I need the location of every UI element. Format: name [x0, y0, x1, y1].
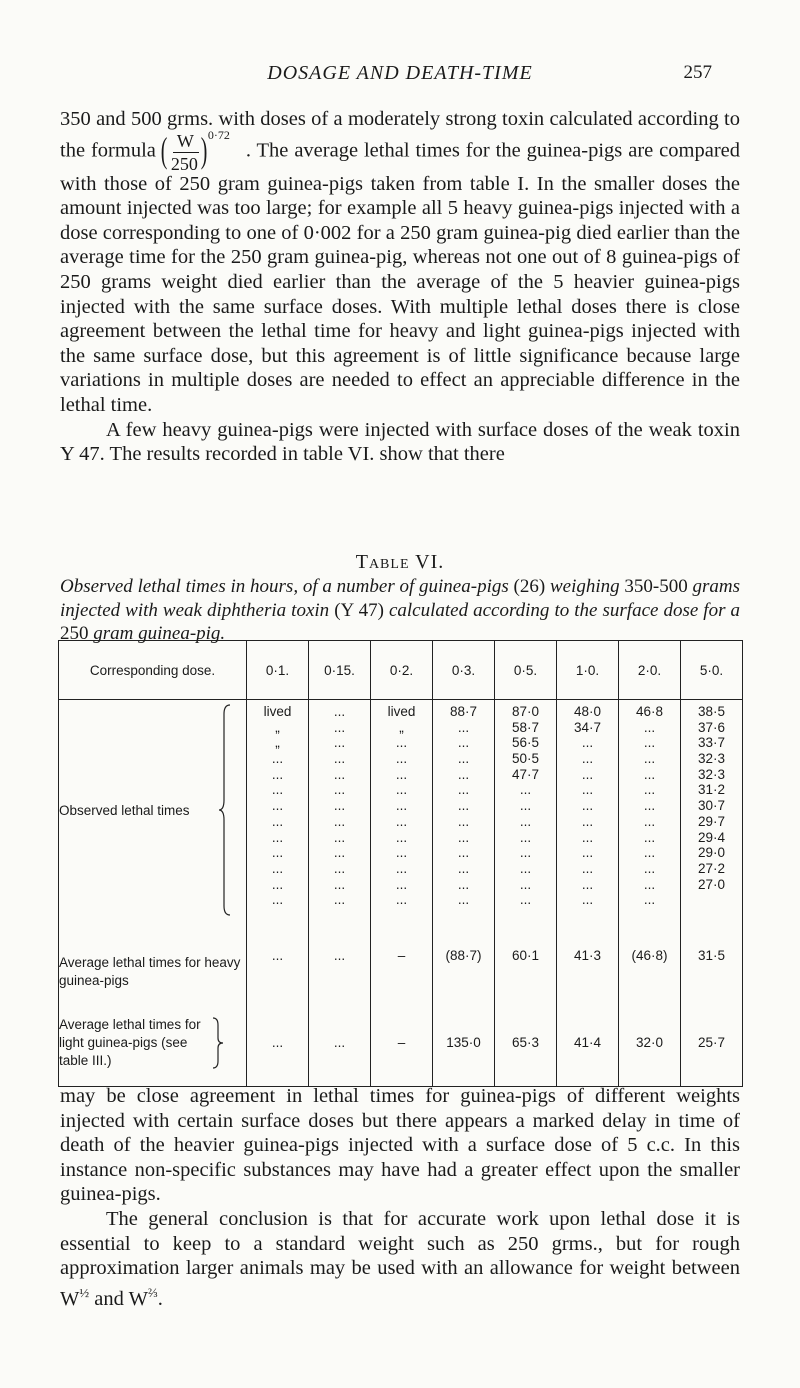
observed-time-cell: 48·0	[573, 704, 602, 719]
observed-time-cell: ...	[333, 719, 346, 735]
observed-time-cell: „	[275, 735, 280, 751]
paragraph-3: may be close agreement in lethal times for guinea-pigs of different weights injected with certain surface doses but there appears a marked delay in time of death of the heavier guinea-pigs injected with a surface dose of 5 c.c. In this instance non-specific substances may have had a greater effect upon the smaller guinea-pigs.	[60, 1085, 740, 1206]
observed-col	[681, 700, 743, 945]
avg-light-label-cell	[59, 1000, 247, 1086]
observed-time-cell: ...	[519, 892, 532, 908]
formula-right-paren: )	[200, 129, 208, 170]
header-dose: 2·0.	[619, 641, 681, 700]
observed-time-cell: ...	[457, 719, 470, 735]
observed-time-cell: ...	[457, 735, 470, 751]
observed-time-cell: ...	[643, 845, 656, 861]
observed-time-cell: 30·7	[697, 798, 726, 814]
observed-time-cell: ...	[271, 829, 284, 845]
observed-time-cell: ...	[643, 860, 656, 876]
observed-time-cell: „	[399, 719, 404, 735]
page-number: 257	[683, 62, 712, 83]
observed-time-cell: ...	[457, 798, 470, 814]
caption-toxin: (Y 47)	[334, 599, 384, 621]
observed-time-cell: 56·5	[511, 735, 540, 751]
caption-count: (26)	[513, 576, 546, 597]
observed-row	[59, 700, 743, 945]
weight-conjunction: and	[94, 1287, 124, 1310]
observed-time-cell: ...	[271, 751, 284, 767]
caption-part-4: calculated according to the surface dose for a	[388, 599, 741, 621]
avg-heavy-value: 41·3	[557, 944, 619, 1000]
table-title: Table VI.	[355, 551, 445, 573]
formula-left-paren: (	[160, 129, 168, 170]
observed-time-cell: ...	[271, 766, 284, 782]
header-dose: 0·3.	[433, 641, 495, 700]
header-dose: 1·0.	[557, 641, 619, 700]
paragraph-2: A few heavy guinea-pigs were injected with surface doses of the weak toxin Y 47. The results recorded in table VI. show that there	[60, 418, 740, 466]
observed-time-cell: ...	[581, 735, 594, 751]
observed-time-cell: ...	[333, 892, 346, 908]
avg-light-value: 65·3	[495, 1000, 557, 1086]
observed-time-cell: ...	[581, 798, 594, 814]
observed-time-cell: ...	[457, 813, 470, 829]
header-dose: 0·2.	[371, 641, 433, 700]
header-dose: 0·5.	[495, 641, 557, 700]
paragraph-4-text: The general conclusion is that for accurate work upon lethal dose it is essential to keep to a standard weight such as 250 grms., but for rough approximation larger animals may be used with an allowance for weight between	[60, 1207, 740, 1280]
observed-label: Observed lethal times	[59, 803, 190, 818]
observed-time-cell: ...	[395, 735, 408, 751]
observed-time-cell: ...	[457, 751, 470, 767]
observed-values	[371, 704, 432, 908]
observed-col	[247, 700, 309, 945]
caption-part-5: gram guinea-pig.	[93, 623, 226, 644]
avg-light-value: 135·0	[433, 1000, 495, 1086]
observed-time-cell: ...	[333, 798, 346, 814]
observed-time-cell: 88·7	[449, 704, 478, 719]
observed-time-cell: ...	[519, 798, 532, 814]
observed-time-cell: ...	[643, 782, 656, 798]
table-header-row	[59, 641, 743, 700]
avg-light-value: 32·0	[619, 1000, 681, 1086]
observed-col	[619, 700, 681, 945]
paragraph-4-end: .	[157, 1287, 163, 1310]
header-dose: 5·0.	[681, 641, 743, 700]
left-brace-icon	[219, 704, 231, 916]
avg-light-row	[59, 1000, 743, 1086]
formula-exponent: 0·72	[207, 127, 230, 142]
observed-values	[247, 704, 308, 908]
observed-time-cell: ...	[581, 813, 594, 829]
page-header	[60, 62, 740, 92]
header-dose: 0·15.	[309, 641, 371, 700]
observed-time-cell: ...	[643, 813, 656, 829]
observed-time-cell: ...	[333, 735, 346, 751]
observed-time-cell: ...	[395, 829, 408, 845]
observed-values	[433, 704, 494, 908]
avg-heavy-value: (46·8)	[619, 944, 681, 1000]
observed-values	[619, 704, 680, 908]
observed-time-cell: ...	[457, 876, 470, 892]
weight-w2: W	[128, 1287, 148, 1310]
observed-time-cell: 29·7	[697, 813, 726, 829]
avg-light-label: Average lethal times for light guinea-pigs (see table III.)	[59, 1016, 201, 1068]
observed-time-cell	[681, 892, 742, 908]
avg-heavy-value: –	[371, 944, 433, 1000]
observed-time-cell: 32·3	[697, 766, 726, 782]
observed-values	[309, 704, 370, 908]
observed-time-cell: 50·5	[511, 751, 540, 767]
observed-time-cell: ...	[333, 813, 346, 829]
observed-time-cell: ...	[395, 845, 408, 861]
observed-time-cell: ...	[457, 766, 470, 782]
body-text-bottom	[60, 1084, 740, 1311]
observed-time-cell: ...	[333, 751, 346, 767]
observed-time-cell: ...	[581, 876, 594, 892]
caption-weight: 250	[60, 623, 89, 644]
observed-col	[309, 700, 371, 945]
observed-time-cell: lived	[263, 704, 292, 719]
observed-time-cell: ...	[457, 892, 470, 908]
observed-time-cell: ...	[457, 829, 470, 845]
observed-time-cell: ...	[333, 782, 346, 798]
observed-time-cell: ...	[581, 751, 594, 767]
caption-part-3: grams injected with weak diphtheria toxin	[60, 576, 741, 621]
observed-time-cell: ...	[643, 876, 656, 892]
observed-time-cell: ...	[643, 735, 656, 751]
observed-time-cell: ...	[581, 845, 594, 861]
observed-time-cell: ...	[519, 845, 532, 861]
observed-col	[495, 700, 557, 945]
observed-time-cell: ...	[271, 845, 284, 861]
avg-heavy-value: 60·1	[495, 944, 557, 1000]
paragraph-1-rest: . The average lethal times for the guinea-pigs are compared with those of 250 gram guinea-pigs taken from table I. In the smaller doses the amount injected was too large; for example all 5 heavy guinea-pigs injected with a dose corresponding to one of 0·002 for a 250 gram guinea-pig died earlier than the average time for the 250 gram guinea-pig, whereas not one out of 8 guinea-pigs of 250 grams weight died earlier than the average of the 5 heavier guinea-pigs injected with the same surface doses. With multiple lethal doses there is close agreement between the lethal time for heavy and light guinea-pigs injected with the same surface dose, but this agreement is of little significance because large variations in multiple doses are needed to effect an appreciable difference in the lethal time.	[60, 139, 740, 416]
observed-time-cell: ...	[333, 829, 346, 845]
observed-time-cell: ...	[395, 813, 408, 829]
observed-time-cell: ...	[643, 766, 656, 782]
observed-time-cell: 47·7	[511, 766, 540, 782]
observed-time-cell: 31·2	[697, 782, 726, 798]
observed-time-cell: ...	[395, 892, 408, 908]
observed-time-cell: ...	[519, 813, 532, 829]
weight-formula	[160, 127, 246, 174]
observed-time-cell: ...	[581, 860, 594, 876]
observed-time-cell: ...	[519, 860, 532, 876]
caption-weight-range: 350-500	[624, 576, 688, 597]
observed-time-cell: 38·5	[697, 704, 726, 719]
observed-time-cell: ...	[643, 751, 656, 767]
observed-time-cell: ...	[271, 892, 284, 908]
observed-time-cell: ...	[395, 766, 408, 782]
observed-time-cell: ...	[519, 782, 532, 798]
observed-col	[557, 700, 619, 945]
observed-time-cell: ...	[271, 876, 284, 892]
observed-time-cell: ...	[519, 829, 532, 845]
avg-light-value: 25·7	[681, 1000, 743, 1086]
observed-time-cell: 27·2	[697, 860, 726, 876]
observed-time-cell: ...	[395, 751, 408, 767]
observed-values	[557, 704, 618, 908]
observed-time-cell: ...	[457, 845, 470, 861]
formula-numerator: W	[176, 130, 194, 151]
observed-time-cell: ...	[395, 860, 408, 876]
observed-time-cell: ...	[457, 860, 470, 876]
weight-w1: W	[60, 1287, 80, 1310]
observed-time-cell: ...	[643, 798, 656, 814]
caption-part-1: Observed lethal times in hours, of a number of guinea-pigs	[60, 576, 509, 597]
observed-time-cell: 34·7	[573, 719, 602, 735]
observed-time-cell: ...	[333, 845, 346, 861]
observed-label-cell	[59, 700, 247, 945]
observed-time-cell: ...	[271, 798, 284, 814]
avg-heavy-label: Average lethal times for heavy guinea-pigs	[59, 944, 247, 1000]
weight-exponent-2: ⅔	[147, 1284, 158, 1300]
observed-values	[681, 704, 742, 908]
observed-col	[433, 700, 495, 945]
observed-col	[371, 700, 433, 945]
observed-time-cell: ...	[333, 766, 346, 782]
observed-time-cell: lived	[387, 704, 416, 719]
observed-time-cell: ...	[519, 876, 532, 892]
observed-time-cell: 29·0	[697, 845, 726, 861]
caption-part-2: weighing	[549, 576, 620, 597]
header-dose: 0·1.	[247, 641, 309, 700]
observed-time-cell: 46·8	[635, 704, 664, 719]
observed-time-cell: ...	[581, 766, 594, 782]
avg-light-value: ...	[309, 1000, 371, 1086]
avg-heavy-value: 31·5	[681, 944, 743, 1000]
observed-time-cell: ...	[581, 782, 594, 798]
avg-heavy-value: ...	[309, 944, 371, 1000]
avg-light-brace	[209, 1016, 223, 1070]
table-caption	[60, 575, 740, 646]
observed-time-cell: ...	[333, 876, 346, 892]
avg-light-label-wrap	[59, 1016, 223, 1070]
observed-time-cell: 29·4	[697, 829, 726, 845]
observed-time-cell: ...	[271, 860, 284, 876]
table-vi	[58, 640, 743, 1087]
avg-light-value: 41·4	[557, 1000, 619, 1086]
observed-time-cell: 87·0	[511, 704, 540, 719]
observed-time-cell: ...	[581, 829, 594, 845]
observed-time-cell: ...	[643, 892, 656, 908]
formula-denominator: 250	[170, 153, 198, 174]
observed-time-cell: 27·0	[697, 876, 726, 892]
observed-time-cell: ...	[395, 876, 408, 892]
observed-values	[495, 704, 556, 908]
avg-heavy-value: ...	[247, 944, 309, 1000]
observed-time-cell: ...	[271, 813, 284, 829]
right-brace-icon	[213, 1017, 223, 1069]
observed-time-cell: ...	[581, 892, 594, 908]
avg-heavy-row	[59, 944, 743, 1000]
observed-time-cell: 33·7	[697, 735, 726, 751]
body-text-top	[60, 107, 740, 467]
observed-time-cell: ...	[271, 782, 284, 798]
header-corresponding-dose: Corresponding dose.	[59, 641, 247, 700]
observed-time-cell: 58·7	[511, 719, 540, 735]
observed-time-cell: ...	[457, 782, 470, 798]
running-head: DOSAGE AND DEATH-TIME	[267, 62, 533, 84]
paragraph-1	[60, 107, 740, 418]
avg-light-value: ...	[247, 1000, 309, 1086]
observed-time-cell: ...	[643, 719, 656, 735]
weight-exponent-1: ½	[79, 1284, 90, 1300]
avg-heavy-value: (88·7)	[433, 944, 495, 1000]
observed-time-cell: 32·3	[697, 751, 726, 767]
observed-time-cell: ...	[395, 798, 408, 814]
observed-time-cell: ...	[333, 860, 346, 876]
observed-time-cell: ...	[643, 829, 656, 845]
avg-light-value: –	[371, 1000, 433, 1086]
paragraph-4	[60, 1207, 740, 1311]
paragraph-1-lead: 350 and 500 grms. with doses of a moderately strong toxin calculated according to the formula	[60, 108, 740, 162]
observed-time-cell: „	[275, 719, 280, 735]
observed-time-cell: 37·6	[697, 719, 726, 735]
observed-time-cell: ...	[333, 704, 346, 719]
observed-time-cell: ...	[395, 782, 408, 798]
